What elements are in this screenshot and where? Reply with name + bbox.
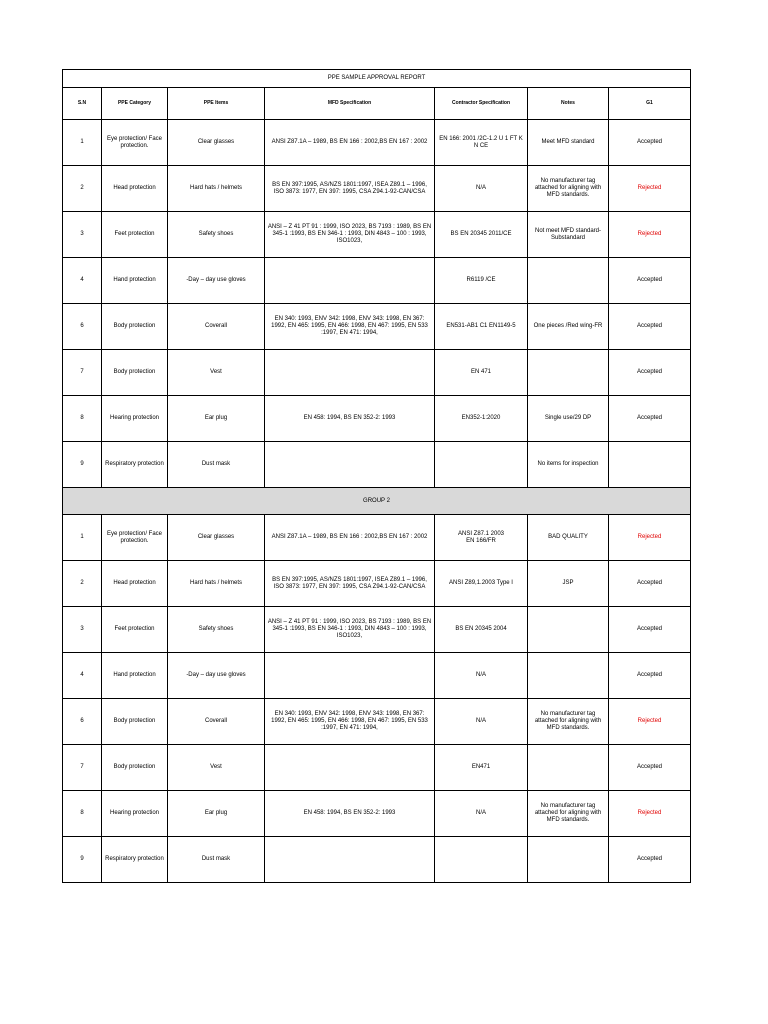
cell-category: Eye protection/ Face protection. bbox=[102, 120, 168, 166]
cell-category: Hand protection bbox=[102, 653, 168, 699]
cell-contractor-spec: ANSI Z89,1.2003 Type I bbox=[435, 561, 528, 607]
cell-notes: BAD QUALITY bbox=[528, 515, 609, 561]
cell-contractor-spec: BS EN 20345 2004 bbox=[435, 607, 528, 653]
header-mfd-spec: MFD Specification bbox=[265, 88, 435, 120]
cell-status: Accepted bbox=[609, 607, 691, 653]
cell-notes: JSP bbox=[528, 561, 609, 607]
cell-notes bbox=[528, 653, 609, 699]
group-header-row bbox=[63, 488, 691, 515]
cell-mfd-spec: EN 458: 1994, BS EN 352-2: 1993 bbox=[265, 791, 435, 837]
cell-mfd-spec bbox=[265, 837, 435, 883]
cell-item: Safety shoes bbox=[168, 212, 265, 258]
cell-category: Head protection bbox=[102, 561, 168, 607]
cell-item: Hard hats / helmets bbox=[168, 561, 265, 607]
cell-mfd-spec: BS EN 397:1995, AS/NZS 1801:1997, ISEA Z89.1 – 1996, ISO 3873: 1977, EN 397: 1995, CSA Z94.1-92-CAN/CSA bbox=[265, 166, 435, 212]
cell-mfd-spec bbox=[265, 350, 435, 396]
cell-item: -Day – day use gloves bbox=[168, 653, 265, 699]
header-notes: Notes bbox=[528, 88, 609, 120]
cell-category: Body protection bbox=[102, 699, 168, 745]
cell-sn: 6 bbox=[63, 699, 102, 745]
cell-mfd-spec: EN 340: 1993, ENV 342: 1998, ENV 343: 1998, EN 367: 1992, EN 465: 1995, EN 466: 1998, EN 467: 1995, EN 533 :1997, EN 471: 1994, bbox=[265, 304, 435, 350]
table-row bbox=[63, 120, 691, 166]
cell-item: Coverall bbox=[168, 699, 265, 745]
cell-category: Hearing protection bbox=[102, 791, 168, 837]
cell-notes: No manufacturer tag attached for aligning with MFD standards. bbox=[528, 166, 609, 212]
cell-item: Clear glasses bbox=[168, 120, 265, 166]
cell-item: Dust mask bbox=[168, 837, 265, 883]
table-row bbox=[63, 561, 691, 607]
cell-mfd-spec: EN 340: 1993, ENV 342: 1998, ENV 343: 1998, EN 367: 1992, EN 465: 1995, EN 466: 1998, EN 467: 1995, EN 533 :1997, EN 471: 1994, bbox=[265, 699, 435, 745]
cell-contractor-spec: EN471 bbox=[435, 745, 528, 791]
header-sn: S.N bbox=[63, 88, 102, 120]
header-items: PPE Items bbox=[168, 88, 265, 120]
cell-notes bbox=[528, 837, 609, 883]
cell-notes: One pieces /Red wing-FR bbox=[528, 304, 609, 350]
cell-contractor-spec: EN 471 bbox=[435, 350, 528, 396]
cell-item: Vest bbox=[168, 745, 265, 791]
cell-sn: 7 bbox=[63, 350, 102, 396]
cell-status: Accepted bbox=[609, 561, 691, 607]
cell-sn: 8 bbox=[63, 396, 102, 442]
cell-category: Eye protection/ Face protection. bbox=[102, 515, 168, 561]
cell-sn: 9 bbox=[63, 837, 102, 883]
cell-item: Vest bbox=[168, 350, 265, 396]
header-g1: G1 bbox=[609, 88, 691, 120]
cell-category: Body protection bbox=[102, 350, 168, 396]
cell-mfd-spec bbox=[265, 745, 435, 791]
header-row bbox=[63, 88, 691, 120]
cell-mfd-spec bbox=[265, 442, 435, 488]
cell-notes: No items for inspection bbox=[528, 442, 609, 488]
table-row bbox=[63, 166, 691, 212]
cell-contractor-spec bbox=[435, 442, 528, 488]
table-row bbox=[63, 350, 691, 396]
cell-notes: No manufacturer tag attached for aligning with MFD standards. bbox=[528, 699, 609, 745]
cell-contractor-spec: EN352-1:2020 bbox=[435, 396, 528, 442]
cell-mfd-spec bbox=[265, 653, 435, 699]
table-row bbox=[63, 653, 691, 699]
ppe-approval-table bbox=[62, 69, 691, 883]
cell-status: Accepted bbox=[609, 120, 691, 166]
cell-item: Hard hats / helmets bbox=[168, 166, 265, 212]
cell-category: Hand protection bbox=[102, 258, 168, 304]
cell-contractor-spec bbox=[435, 837, 528, 883]
cell-item: Ear plug bbox=[168, 791, 265, 837]
cell-notes: Meet MFD standard bbox=[528, 120, 609, 166]
cell-item: Safety shoes bbox=[168, 607, 265, 653]
cell-category: Respiratory protection bbox=[102, 442, 168, 488]
header-contractor-spec: Contractor Specification bbox=[435, 88, 528, 120]
cell-status: Accepted bbox=[609, 653, 691, 699]
cell-notes bbox=[528, 258, 609, 304]
cell-category: Feet protection bbox=[102, 607, 168, 653]
cell-mfd-spec: ANSI – Z 41 PT 91 : 1999, ISO 2023, BS 7193 : 1989, BS EN 345-1 :1993, BS EN 346-1 : 1993, DIN 4843 – 100 : 1993, ISO1023, bbox=[265, 607, 435, 653]
cell-notes bbox=[528, 745, 609, 791]
cell-sn: 2 bbox=[63, 561, 102, 607]
cell-notes: No manufacturer tag attached for aligning with MFD standards. bbox=[528, 791, 609, 837]
cell-notes bbox=[528, 607, 609, 653]
table-row bbox=[63, 699, 691, 745]
cell-sn: 3 bbox=[63, 607, 102, 653]
cell-status: Accepted bbox=[609, 837, 691, 883]
cell-mfd-spec: ANSI – Z 41 PT 91 : 1999, ISO 2023, BS 7193 : 1989, BS EN 345-1 :1993, BS EN 346-1 : 1993, DIN 4843 – 100 : 1993, ISO1023, bbox=[265, 212, 435, 258]
cell-item: Clear glasses bbox=[168, 515, 265, 561]
cell-contractor-spec: N/A bbox=[435, 166, 528, 212]
cell-mfd-spec: EN 458: 1994, BS EN 352-2: 1993 bbox=[265, 396, 435, 442]
cell-contractor-spec: R6119 /CE bbox=[435, 258, 528, 304]
cell-sn: 1 bbox=[63, 120, 102, 166]
cell-mfd-spec: ANSI Z87.1A – 1989, BS EN 166 : 2002,BS EN 167 : 2002 bbox=[265, 120, 435, 166]
cell-category: Hearing protection bbox=[102, 396, 168, 442]
cell-sn: 2 bbox=[63, 166, 102, 212]
cell-sn: 9 bbox=[63, 442, 102, 488]
cell-status: Accepted bbox=[609, 304, 691, 350]
table-row bbox=[63, 396, 691, 442]
cell-status: Accepted bbox=[609, 745, 691, 791]
table-row bbox=[63, 442, 691, 488]
cell-contractor-spec: EN 166: 2001 /2C-1.2 U 1 FT K N CE bbox=[435, 120, 528, 166]
cell-category: Body protection bbox=[102, 304, 168, 350]
cell-contractor-spec: N/A bbox=[435, 653, 528, 699]
cell-category: Head protection bbox=[102, 166, 168, 212]
cell-status: Rejected bbox=[609, 212, 691, 258]
table-row bbox=[63, 745, 691, 791]
header-category: PPE Category bbox=[102, 88, 168, 120]
cell-notes: Not meet MFD standard-Substandard bbox=[528, 212, 609, 258]
cell-status: Rejected bbox=[609, 791, 691, 837]
cell-item: Ear plug bbox=[168, 396, 265, 442]
table-row bbox=[63, 304, 691, 350]
table-row bbox=[63, 258, 691, 304]
cell-status: Rejected bbox=[609, 166, 691, 212]
cell-sn: 1 bbox=[63, 515, 102, 561]
cell-contractor-spec: EN531-AB1 C1 EN1149-5 bbox=[435, 304, 528, 350]
cell-status: Rejected bbox=[609, 515, 691, 561]
cell-category: Respiratory protection bbox=[102, 837, 168, 883]
cell-status bbox=[609, 442, 691, 488]
cell-sn: 7 bbox=[63, 745, 102, 791]
cell-sn: 4 bbox=[63, 258, 102, 304]
cell-sn: 8 bbox=[63, 791, 102, 837]
cell-mfd-spec bbox=[265, 258, 435, 304]
cell-notes bbox=[528, 350, 609, 396]
cell-status: Accepted bbox=[609, 258, 691, 304]
cell-notes: Single use/29 DP bbox=[528, 396, 609, 442]
group-2-label: GROUP 2 bbox=[63, 488, 691, 515]
cell-sn: 6 bbox=[63, 304, 102, 350]
table-row bbox=[63, 791, 691, 837]
cell-status: Rejected bbox=[609, 699, 691, 745]
cell-status: Accepted bbox=[609, 350, 691, 396]
cell-mfd-spec: BS EN 397:1995, AS/NZS 1801:1997, ISEA Z89.1 – 1996, ISO 3873: 1977, EN 397: 1995, CSA Z94.1-92-CAN/CSA bbox=[265, 561, 435, 607]
report-title: PPE SAMPLE APPROVAL REPORT bbox=[63, 70, 691, 88]
cell-category: Body protection bbox=[102, 745, 168, 791]
cell-item: Coverall bbox=[168, 304, 265, 350]
cell-contractor-spec: ANSI Z87.1 2003 EN 166/FR bbox=[435, 515, 528, 561]
cell-item: Dust mask bbox=[168, 442, 265, 488]
table-row bbox=[63, 212, 691, 258]
cell-category: Feet protection bbox=[102, 212, 168, 258]
cell-contractor-spec: BS EN 20345 2011/CE bbox=[435, 212, 528, 258]
cell-contractor-spec: N/A bbox=[435, 791, 528, 837]
cell-item: -Day – day use gloves bbox=[168, 258, 265, 304]
table-row bbox=[63, 607, 691, 653]
cell-contractor-spec: N/A bbox=[435, 699, 528, 745]
cell-mfd-spec: ANSI Z87.1A – 1989, BS EN 166 : 2002,BS EN 167 : 2002 bbox=[265, 515, 435, 561]
cell-sn: 3 bbox=[63, 212, 102, 258]
table-row bbox=[63, 837, 691, 883]
table-row bbox=[63, 515, 691, 561]
cell-sn: 4 bbox=[63, 653, 102, 699]
cell-status: Accepted bbox=[609, 396, 691, 442]
